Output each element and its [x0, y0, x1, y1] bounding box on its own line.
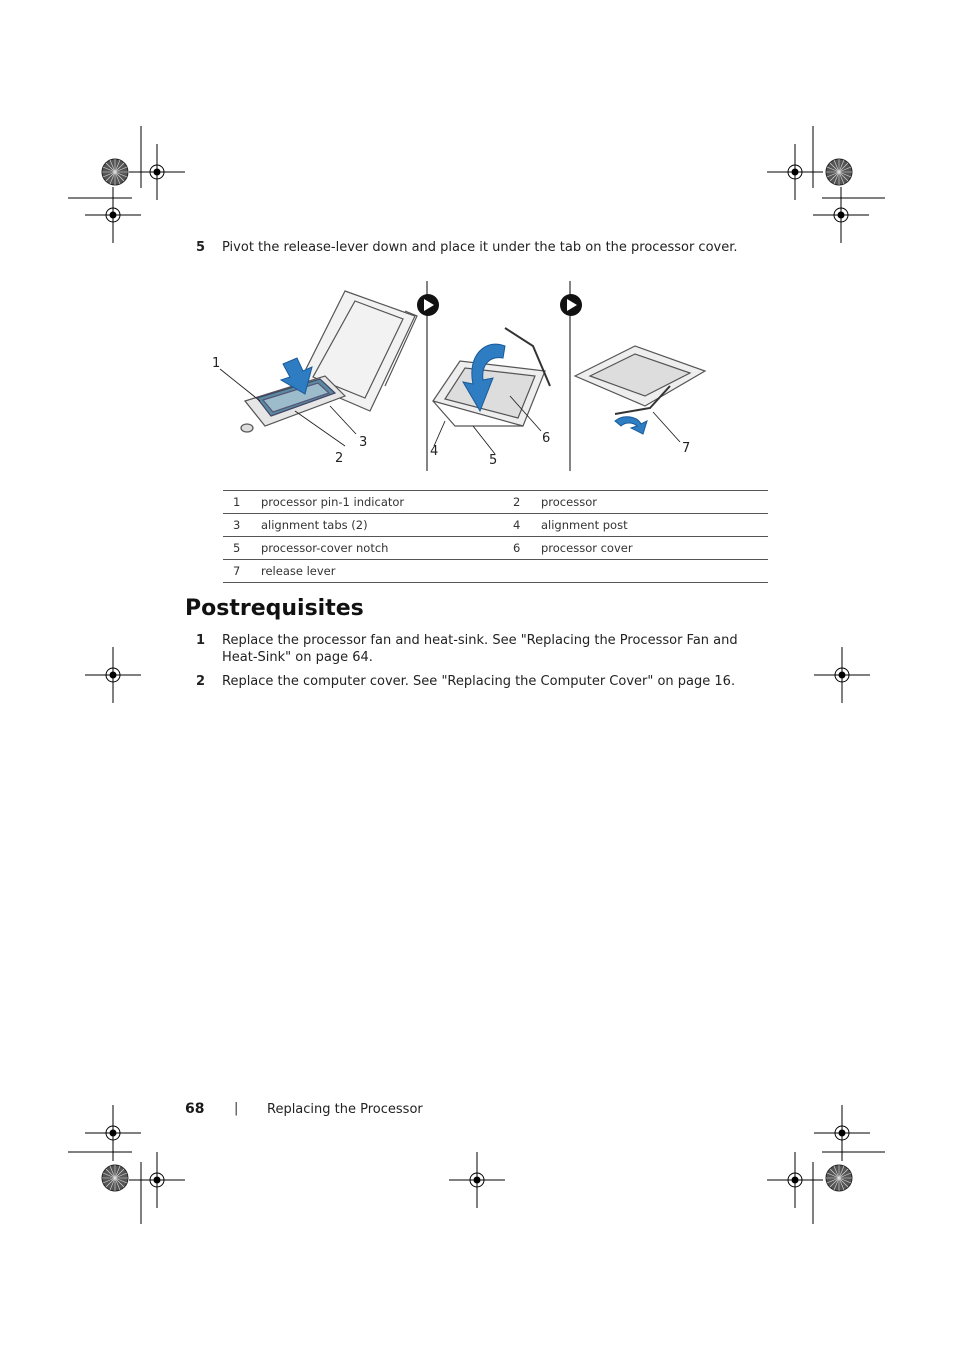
footer-separator: | — [234, 1101, 239, 1116]
callout-3: 3 — [359, 435, 368, 450]
socket-panel-2 — [433, 328, 550, 426]
legend-number: 5 — [223, 537, 243, 560]
step-text: Replace the processor fan and heat-sink. See "Replacing the Processor Fan and Heat-Sink" on page 64. — [222, 633, 738, 665]
step-number: 1 — [196, 633, 206, 648]
table-row — [223, 491, 768, 514]
legend-label: processor cover — [525, 537, 768, 560]
legend-number: 1 — [223, 491, 243, 514]
callout-2: 2 — [335, 451, 344, 466]
legend-label: alignment post — [525, 514, 768, 537]
socket-panel-1 — [241, 291, 417, 432]
legend-number: 4 — [503, 514, 525, 537]
callout-legend-table — [223, 490, 768, 583]
table-row — [223, 537, 768, 560]
table-row — [223, 560, 768, 583]
lever-arrow-icon — [615, 417, 647, 434]
section-heading: Postrequisites — [185, 596, 364, 621]
legend-number: 7 — [223, 560, 243, 583]
step-number: 5 — [196, 240, 206, 255]
page-number: 68 — [185, 1101, 205, 1117]
legend-number: 2 — [503, 491, 525, 514]
next-step-icon — [417, 294, 439, 316]
step-text: Replace the computer cover. See "Replacing the Computer Cover" on page 16. — [222, 674, 736, 689]
callout-4: 4 — [430, 444, 439, 459]
legend-label — [525, 560, 768, 583]
legend-label: release lever — [243, 560, 503, 583]
legend-number: 3 — [223, 514, 243, 537]
socket-panel-3 — [575, 346, 705, 414]
callout-6: 6 — [542, 431, 551, 446]
legend-number: 6 — [503, 537, 525, 560]
processor-installation-illustration — [205, 276, 725, 476]
legend-number — [503, 560, 525, 583]
legend-label: processor — [525, 491, 768, 514]
table-row — [223, 514, 768, 537]
step-text: Pivot the release-lever down and place it under the tab on the processor cover. — [222, 240, 738, 255]
next-step-icon — [560, 294, 582, 316]
callout-1: 1 — [212, 356, 221, 371]
callout-5: 5 — [489, 453, 498, 468]
legend-label: processor pin-1 indicator — [243, 491, 503, 514]
callout-7: 7 — [682, 441, 691, 456]
footer-chapter-title: Replacing the Processor — [267, 1102, 423, 1117]
legend-label: processor-cover notch — [243, 537, 503, 560]
step-number: 2 — [196, 674, 206, 689]
legend-label: alignment tabs (2) — [243, 514, 503, 537]
